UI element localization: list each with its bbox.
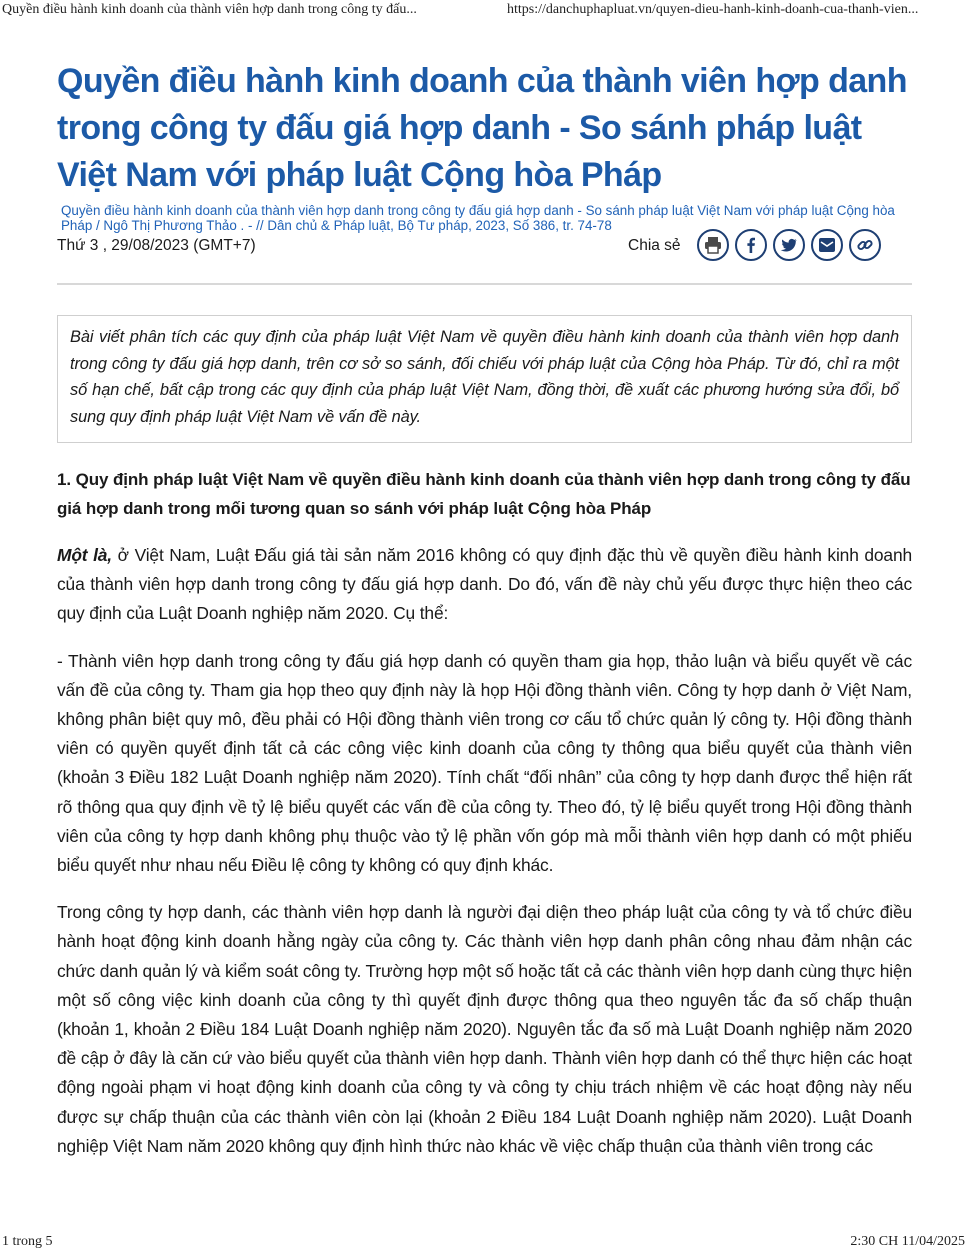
paragraph-1-text: ở Việt Nam, Luật Đấu giá tài sản năm 2016 không có quy định đặc thù về quyền điều hành kinh doanh của thành viên hợp danh trong công ty đấu giá hợp danh. Do đó, vấn đề này chủ yếu được thực hiện theo các quy định của Luật Doanh nghiệp năm 2020. Cụ thể:	[57, 545, 912, 624]
print-header	[0, 0, 969, 22]
article-citation[interactable]: Quyền điều hành kinh doanh của thành viên hợp danh trong công ty đấu giá hợp danh - So sánh pháp luật Việt Nam với pháp luật Cộng hòa Pháp / Ngô Thị Phương Thảo . - // Dân chủ & Pháp luật, Bộ Tư pháp, 2023, Số 386, tr. 74-78	[61, 203, 895, 233]
twitter-icon[interactable]	[773, 229, 805, 261]
print-footer	[0, 1232, 969, 1254]
print-header-url: https://danchuphapluat.vn/quyen-dieu-hanh-kinh-doanh-cua-thanh-vien...	[507, 2, 919, 17]
facebook-icon[interactable]	[735, 229, 767, 261]
paragraph-2: - Thành viên hợp danh trong công ty đấu giá hợp danh có quyền tham gia họp, thảo luận và biểu quyết về các vấn đề của công ty. Tham gia họp theo quy định này là họp Hội đồng thành viên. Công ty hợp danh ở Việt Nam, không phân biệt quy mô, đều phải có Hội đồng thành viên trong cơ cấu tổ chức quản lý công ty. Hội đồng thành viên có quyền quyết định tất cả các công việc kinh doanh của công ty thông qua biểu quyết của thành viên (khoản 3 Điều 182 Luật Doanh nghiệp năm 2020). Tính chất “đối nhân” của công ty hợp danh được thể hiện rất rõ thông qua quy định về tỷ lệ biểu quyết các vấn đề của công ty. Theo đó, tỷ lệ biểu quyết trong Hội đồng thành viên của công ty hợp danh không phụ thuộc vào tỷ lệ phần vốn góp mà mỗi thành viên hợp danh có một phiếu biểu quyết như nhau nếu Điều lệ công ty không có quy định khác.	[57, 650, 912, 876]
article-abstract: Bài viết phân tích các quy định của pháp luật Việt Nam về quyền điều hành kinh doanh của thành viên hợp danh trong công ty đấu giá hợp danh, trên cơ sở so sánh, đối chiếu với pháp luật của Cộng hòa Pháp. Từ đó, chỉ ra một số hạn chế, bất cập trong các quy định của pháp luật Việt Nam, đồng thời, đề xuất các phương hướng sửa đổi, bổ sung quy định pháp luật Việt Nam về vấn đề này.	[57, 315, 912, 443]
print-footer-datetime: 2:30 CH 11/04/2025	[850, 1234, 965, 1249]
article	[57, 58, 912, 1161]
print-icon[interactable]	[697, 229, 729, 261]
share-toolbar	[697, 229, 881, 261]
email-icon[interactable]	[811, 229, 843, 261]
print-header-page-title: Quyền điều hành kinh doanh của thành viên hợp danh trong công ty đấu...	[2, 2, 417, 17]
share-label: Chia sẻ	[628, 237, 681, 254]
section-heading: 1. Quy định pháp luật Việt Nam về quyền điều hành kinh doanh của thành viên hợp danh trong công ty đấu giá hợp danh trong mối tương quan so sánh với pháp luật Cộng hòa Pháp	[57, 470, 911, 518]
paragraph-3: Trong công ty hợp danh, các thành viên hợp danh là người đại diện theo pháp luật của công ty và tổ chức điều hành hoạt động kinh doanh hằng ngày của công ty. Các thành viên hợp danh phân công nhau đảm nhận các chức danh quản lý và kiểm soát công ty. Trường hợp một số hoặc tất cả các thành viên hợp danh cùng thực hiện một số công việc kinh doanh của công ty thì quyết định được thông qua theo nguyên tắc đa số chấp thuận (khoản 1, khoản 2 Điều 184 Luật Doanh nghiệp năm 2020). Nguyên tắc đa số mà Luật Doanh nghiệp năm 2020 đề cập ở đây là căn cứ vào biểu quyết của thành viên hợp danh. Thành viên hợp danh có thể thực hiện các hoạt động ngoài phạm vi hoạt động kinh doanh của công ty và công ty chịu trách nhiệm về các hoạt động này nếu được sự chấp thuận của các thành viên còn lại (khoản 2 Điều 184 Luật Doanh nghiệp năm 2020). Luật Doanh nghiệp Việt Nam năm 2020 không quy định hình thức nào khác về việc chấp thuận của thành viên trong các	[57, 902, 913, 1156]
print-footer-page-number: 1 trong 5	[2, 1234, 53, 1249]
header-divider	[57, 283, 912, 285]
article-meta	[57, 235, 912, 275]
paragraph-1	[57, 541, 912, 629]
article-title: Quyền điều hành kinh doanh của thành viên hợp danh trong công ty đấu giá hợp danh - So sánh pháp luật Việt Nam với pháp luật Cộng hòa Pháp	[57, 62, 907, 194]
link-icon[interactable]	[849, 229, 881, 261]
paragraph-1-lead: Một là,	[57, 545, 112, 565]
publish-date: Thứ 3 , 29/08/2023 (GMT+7)	[57, 237, 256, 254]
